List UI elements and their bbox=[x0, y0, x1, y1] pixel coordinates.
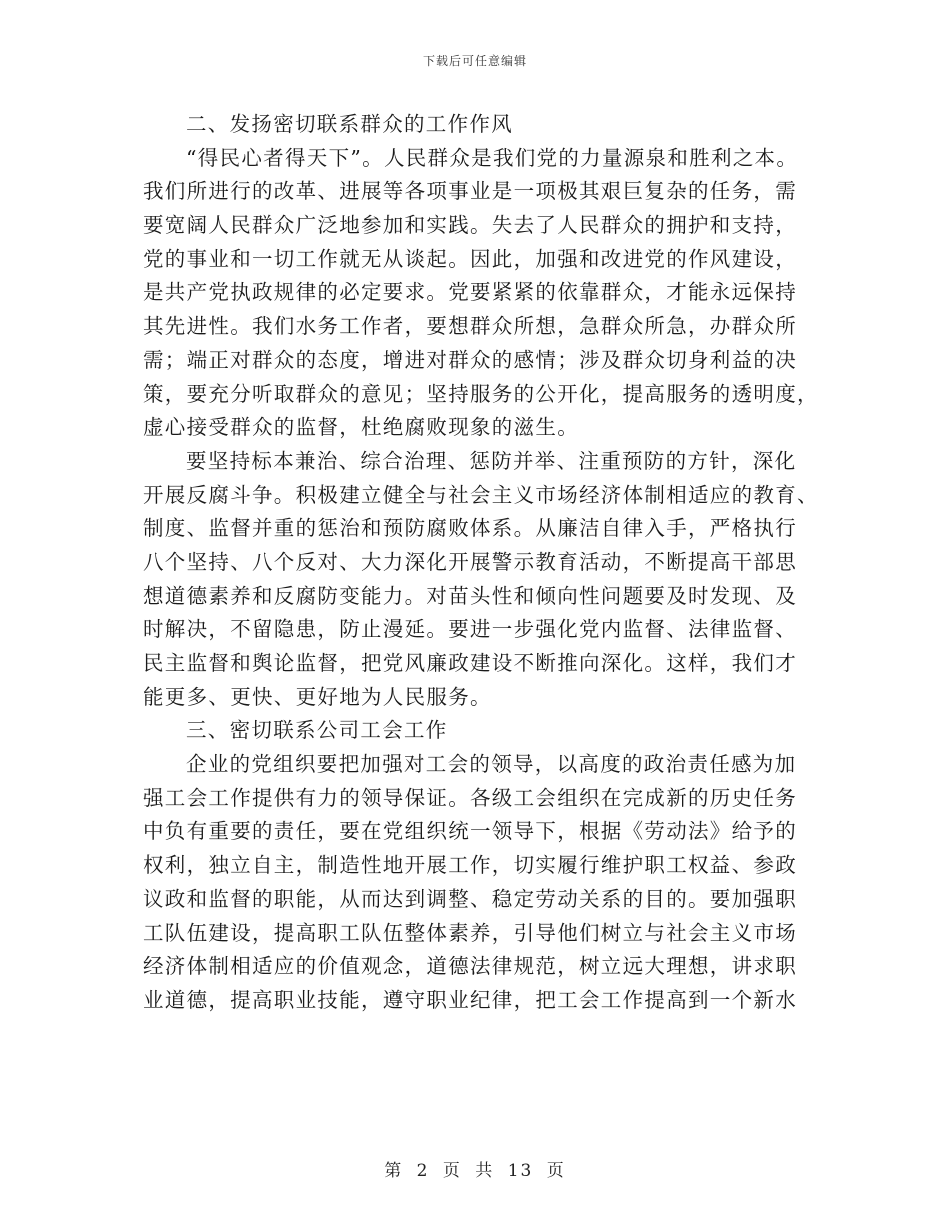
text-line: “得民心者得天下”。人民群众是我们党的力量源泉和胜利之本。 bbox=[186, 145, 799, 170]
text-line: 二、发扬密切联系群众的工作作风 bbox=[186, 112, 513, 136]
text-line: 我们所进行的改革、进展等各项事业是一项极其艰巨复杂的任务，需 bbox=[143, 179, 797, 204]
text-line: 需；端正对群众的态度，增进对群众的感情；涉及群众切身利益的决 bbox=[143, 347, 797, 372]
text-line: 八个坚持、八个反对、大力深化开展警示教育活动，不断提高干部思 bbox=[143, 549, 797, 574]
text-line: 制度、监督并重的惩治和预防腐败体系。从廉洁自律入手，严格执行 bbox=[143, 516, 797, 541]
text-line: 其先进性。我们水务工作者，要想群众所想，急群众所急，办群众所 bbox=[143, 314, 797, 339]
text-line: 业道德，提高职业技能，遵守职业纪律，把工会工作提高到一个新水 bbox=[143, 987, 797, 1012]
page-number-footer: 第 2 页 共 13 页 bbox=[384, 1161, 566, 1181]
text-line: 中负有重要的责任，要在党组织统一领导下，根据《劳动法》给予的 bbox=[143, 819, 797, 844]
text-line: 工队伍建设，提高职工队伍整体素养，引导他们树立与社会主义市场 bbox=[143, 920, 797, 945]
text-line: 议政和监督的职能，从而达到调整、稳定劳动关系的目的。要加强职 bbox=[143, 886, 797, 911]
text-line: 经济体制相适应的价值观念，道德法律规范，树立远大理想，讲求职 bbox=[143, 954, 797, 979]
text-line: 企业的党组织要把加强对工会的领导，以高度的政治责任感为加 bbox=[186, 752, 797, 777]
document-body bbox=[143, 108, 819, 1018]
text-line: 想道德素养和反腐防变能力。对苗头性和倾向性问题要及时发现、及 bbox=[143, 583, 797, 608]
text-line: 能更多、更快、更好地为人民服务。 bbox=[143, 684, 492, 709]
text-line: 三、密切联系公司工会工作 bbox=[186, 718, 448, 743]
text-line: 要宽阔人民群众广泛地参加和实践。失去了人民群众的拥护和支持， bbox=[143, 213, 797, 238]
text-line: 时解决，不留隐患，防止漫延。要进一步强化党内监督、法律监督、 bbox=[143, 617, 797, 642]
text-line: 强工会工作提供有力的领导保证。各级工会组织在完成新的历史任务 bbox=[143, 785, 797, 810]
text-line: 要坚持标本兼治、综合治理、惩防并举、注重预防的方针，深化 bbox=[186, 448, 797, 473]
text-line: 虚心接受群众的监督，杜绝腐败现象的滋生。 bbox=[143, 415, 579, 440]
text-line: 是共产党执政规律的必定要求。党要紧紧的依靠群众，才能永远保持 bbox=[143, 280, 797, 305]
page-header: 下载后可任意编辑 bbox=[422, 54, 527, 68]
text-line: 权利，独立自主，制造性地开展工作，切实履行维护职工权益、参政 bbox=[143, 853, 797, 878]
text-line: 开展反腐斗争。积极建立健全与社会主义市场经济体制相适应的教育、 bbox=[143, 482, 819, 507]
text-line: 党的事业和一切工作就无从谈起。因此，加强和改进党的作风建设， bbox=[143, 246, 797, 271]
text-line: 策，要充分听取群众的意见；坚持服务的公开化，提高服务的透明度， bbox=[143, 381, 819, 406]
text-line: 民主监督和舆论监督，把党风廉政建设不断推向深化。这样，我们才 bbox=[143, 651, 797, 675]
